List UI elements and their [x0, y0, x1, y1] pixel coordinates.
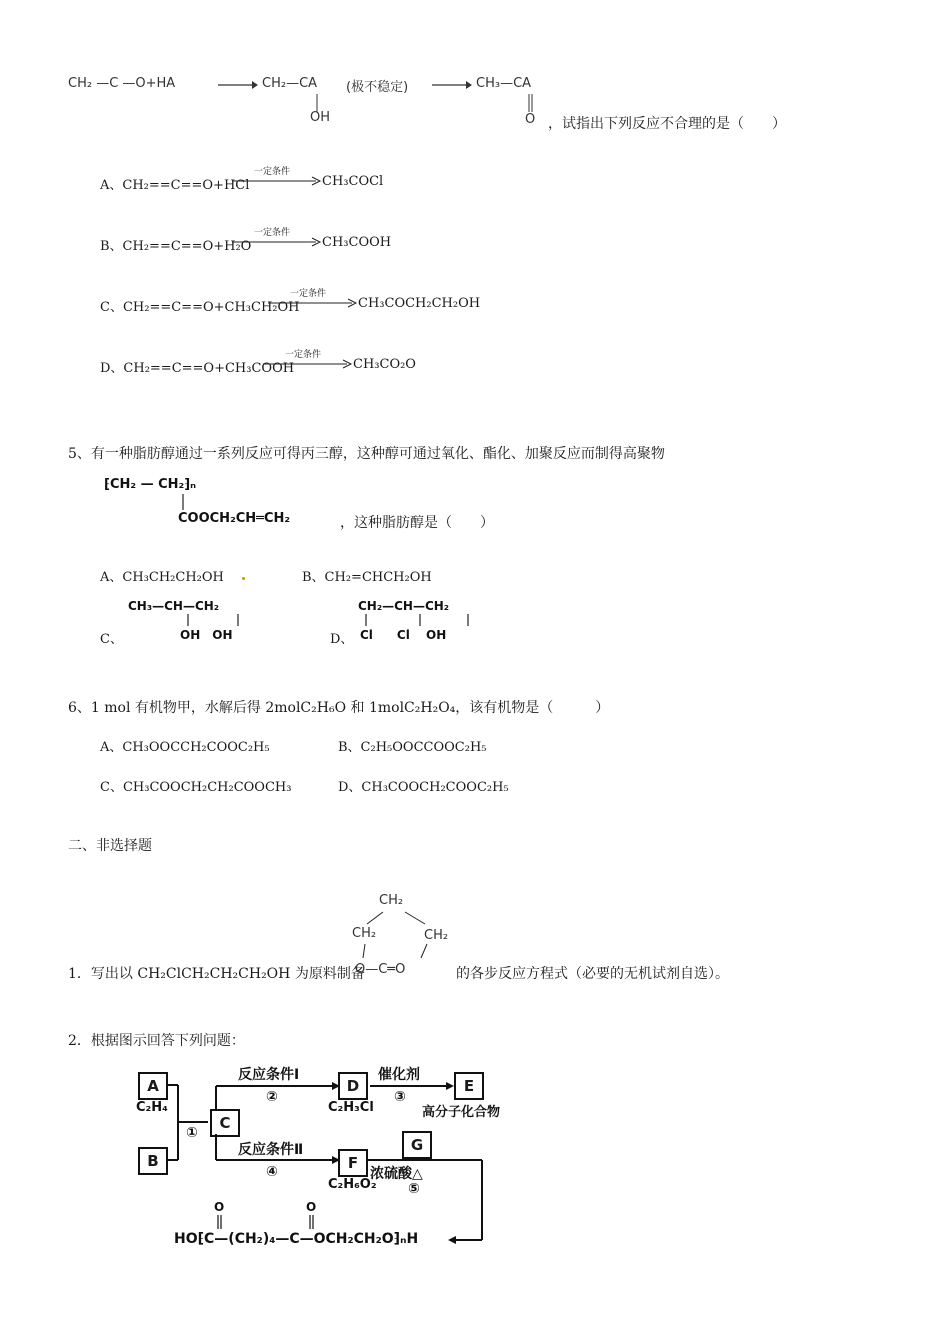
- condition-1: 反应条件Ⅰ: [238, 1067, 300, 1083]
- nq1-suffix: 的各步反应方程式（必要的无机试剂自选）。: [456, 966, 729, 982]
- q4-option-c-condition: 一定条件: [290, 289, 327, 299]
- condition-2: 反应条件Ⅱ: [238, 1142, 304, 1158]
- q6-stem: 6、1 mol 有机物甲，水解后得 2molC₂H₆O 和 1molC₂H₂O₄，该有机物是（ ）: [68, 700, 610, 716]
- scheme-oh: OH: [310, 110, 331, 125]
- q4-option-d-right: CH₃CO₂O: [353, 357, 416, 372]
- q4-option-b-arrow: [232, 237, 322, 247]
- scheme-bond-o: [528, 94, 534, 114]
- step-2: ②: [266, 1089, 278, 1105]
- ring-top: CH₂: [379, 893, 404, 908]
- step-1: ①: [186, 1125, 198, 1141]
- product-double-bonds: [214, 1215, 334, 1231]
- scheme-reactants: CH₂ —C —O+HA: [68, 76, 176, 91]
- q5-option-a: A、CH₃CH₂CH₂OH: [100, 570, 224, 585]
- scheme-o: O: [525, 112, 536, 127]
- q5-option-c-label: C、: [100, 632, 123, 647]
- q5-option-b: B、CH₂=CHCH₂OH: [302, 570, 432, 585]
- scheme-arrow-1: [218, 80, 258, 90]
- box-f: F: [338, 1149, 368, 1177]
- q4-option-a-left: A、CH₂==C==O+HCl: [100, 178, 250, 193]
- label-e: 高分子化合物: [422, 1105, 501, 1120]
- q4-option-c-arrow: [268, 298, 358, 308]
- box-b: B: [138, 1147, 168, 1175]
- q5-polymer-top: ⁅CH₂ — CH₂⁆ₙ: [104, 477, 197, 492]
- q5-polymer-bond: [182, 494, 186, 512]
- q4-option-d-condition: 一定条件: [285, 350, 322, 360]
- q4-option-c-right: CH₃COCH₂CH₂OH: [358, 296, 481, 311]
- q5-polymer-tail: ，这种脂肪醇是（ ）: [340, 515, 494, 531]
- box-a: A: [138, 1072, 168, 1100]
- q6-option-d: D、CH₃COOCH₂COOC₂H₅: [338, 780, 509, 795]
- q4-option-b-condition: 一定条件: [254, 228, 291, 238]
- box-g: G: [402, 1131, 432, 1159]
- q6-option-b: B、C₂H₅OOCCOOC₂H₅: [338, 740, 487, 755]
- scheme-intermediate: CH₂—CA: [262, 76, 318, 91]
- step-4: ④: [266, 1164, 278, 1180]
- q5-option-d-top: CH₂—CH—CH₂: [358, 599, 450, 613]
- catalyst-label: 催化剂: [378, 1067, 420, 1083]
- product-o-2: O: [306, 1200, 317, 1214]
- q4-option-a-arrow: [232, 176, 322, 186]
- box-d: D: [338, 1072, 368, 1100]
- formula-f: C₂H₆O₂: [328, 1177, 377, 1192]
- section-title: 二、非选择题: [68, 838, 152, 854]
- ring-right: CH₂: [424, 928, 449, 943]
- nq1-prefix: 1．写出以 CH₂ClCH₂CH₂CH₂OH 为原料制备: [68, 966, 365, 982]
- q5-stem: 5、有一种脂肪醇通过一系列反应可得丙三醇，这种醇可通过氧化、酯化、加聚反应而制得高聚物: [68, 446, 665, 462]
- q5-option-c-top: CH₃—CH—CH₂: [128, 599, 220, 613]
- q5-polymer-bottom: COOCH₂CH═CH₂: [178, 511, 291, 526]
- acid-label: 浓硫酸△: [370, 1166, 423, 1182]
- product-formula: HO⁅C—(CH₂)₄—C—OCH₂CH₂O⁆ₙH: [174, 1231, 419, 1247]
- q5-option-d-bottom: Cl Cl OH: [360, 628, 447, 642]
- q6-option-a: A、CH₃OOCCH₂COOC₂H₅: [100, 740, 270, 755]
- formula-d: C₂H₃Cl: [328, 1100, 374, 1115]
- q4-stem: ，试指出下列反应不合理的是（ ）: [548, 116, 786, 132]
- q4-option-a-right: CH₃COCl: [322, 174, 384, 189]
- q6-option-c: C、CH₃COOCH₂CH₂COOCH₃: [100, 780, 292, 795]
- ring-left: CH₂: [352, 926, 377, 941]
- scheme-product: CH₃—CA: [476, 76, 532, 91]
- scheme-arrow-2: [432, 80, 472, 90]
- box-e: E: [454, 1072, 484, 1100]
- nq2-stem: 2．根据图示回答下列问题：: [68, 1033, 245, 1049]
- q5-option-d-label: D、: [330, 632, 354, 647]
- formula-a: C₂H₄: [136, 1100, 168, 1115]
- q4-option-d-left: D、CH₂==C==O+CH₃COOH: [100, 361, 295, 376]
- q5-option-c-bottom: OH OH: [180, 628, 233, 642]
- step-3: ③: [394, 1089, 406, 1105]
- q4-option-b-left: B、CH₂==C==O+H₂O: [100, 239, 252, 254]
- product-o-1: O: [214, 1200, 225, 1214]
- q4-option-a-condition: 一定条件: [254, 167, 291, 177]
- box-c: C: [210, 1109, 240, 1137]
- q4-option-b-right: CH₃COOH: [322, 235, 392, 250]
- step-5: ⑤: [408, 1181, 420, 1197]
- scheme-note: (极不稳定): [346, 80, 409, 95]
- ring-bottom: O—C═O: [355, 962, 406, 977]
- q4-option-d-arrow: [263, 359, 353, 369]
- marker-dot: [242, 577, 245, 580]
- q4-option-c-left: C、CH₂==C==O+CH₃CH₂OH: [100, 300, 300, 315]
